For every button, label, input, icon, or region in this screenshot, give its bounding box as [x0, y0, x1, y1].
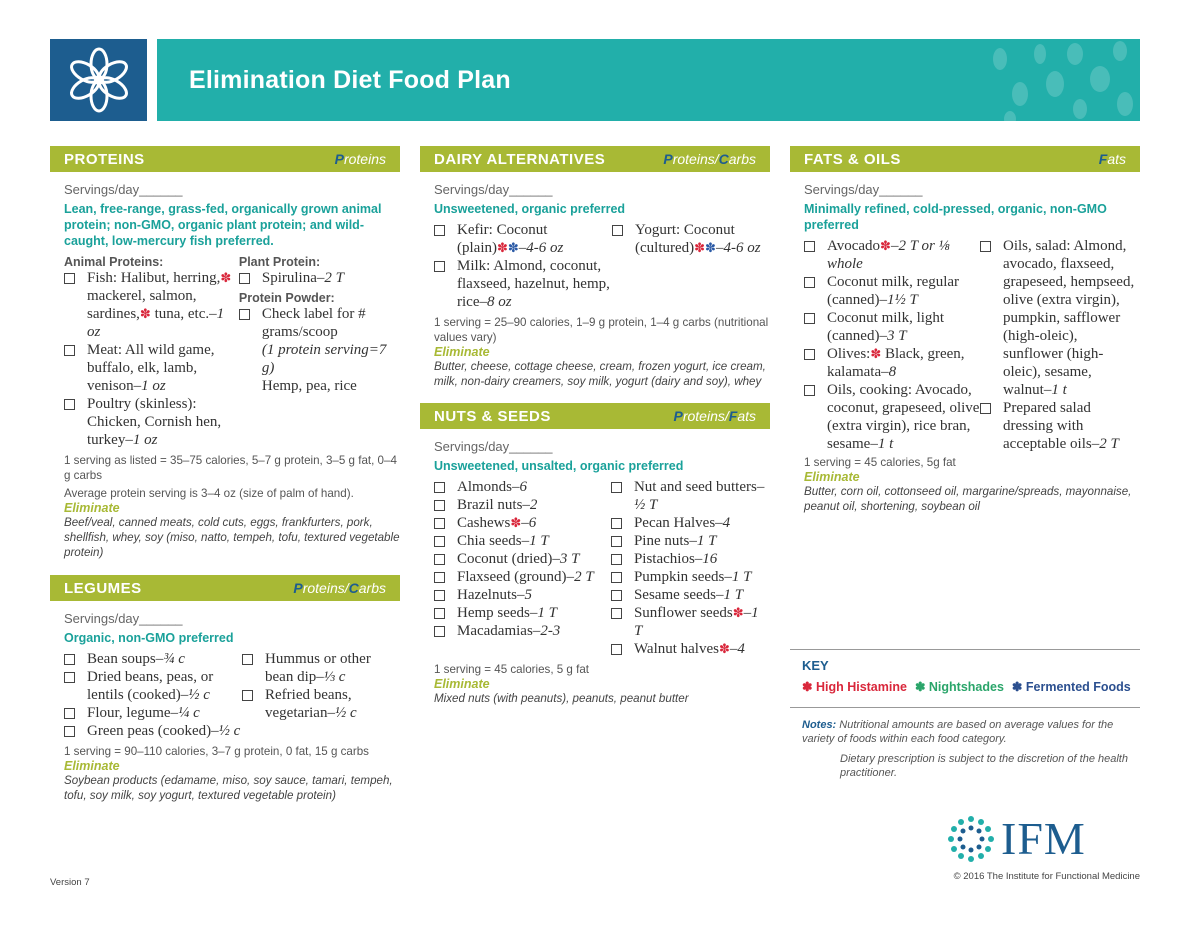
list-item[interactable]: Green peas (cooked)–½ c [64, 722, 242, 740]
checkbox[interactable] [434, 225, 445, 236]
servings-line: Servings/day______ [434, 439, 553, 454]
list-item[interactable]: Refried beans, vegetarian–½ c [242, 686, 392, 722]
list-item[interactable]: Meat: All wild game, buffalo, elk, lamb, venison–1 oz [64, 341, 235, 395]
subheading: Plant Protein: [238, 255, 321, 269]
list-item[interactable]: Sesame seeds–1 T [611, 586, 770, 604]
eliminate-heading: Eliminate [804, 470, 860, 484]
checkbox[interactable] [804, 349, 815, 360]
eliminate-text: Beef/veal, canned meats, cold cuts, eggs, frankfurters, pork, shellfish, whey, soy (miso, natto, tempeh, tofu, textured vegetable protein) [64, 516, 400, 559]
fats-header [790, 146, 1140, 172]
histamine-icon: ✽ [732, 605, 744, 620]
section-title: FATS & OILS [804, 150, 901, 168]
logo [50, 39, 147, 121]
list-item[interactable]: Yogurt: Coconut (cultured)✽✽–4-6 oz [612, 221, 762, 257]
histamine-legend: ✽ High Histamine [802, 680, 907, 694]
list-item[interactable]: Coconut milk, light (canned)–3 T [804, 309, 980, 345]
servings-line: Servings/day______ [64, 611, 183, 626]
checkbox[interactable] [434, 261, 445, 272]
histamine-icon: ✽ [718, 641, 730, 656]
key-legend [802, 658, 1131, 694]
list-item[interactable]: Hummus or other bean dip–⅓ c [242, 650, 392, 686]
serving-note: 1 serving = 25–90 calories, 1–9 g protein, 1–4 g carbs (nutritional values vary) [434, 316, 769, 344]
servings-line: Servings/day______ [64, 182, 183, 197]
checkbox[interactable] [980, 241, 991, 252]
dairy-header [420, 146, 770, 172]
checkbox[interactable] [434, 536, 445, 547]
section-title: PROTEINS [64, 150, 145, 168]
list-item[interactable]: Walnut halves✽–4 [611, 640, 770, 658]
plant-proteins [239, 255, 400, 449]
nightshade-legend: ✽ Nightshades [914, 680, 1004, 694]
fats-left [804, 237, 980, 453]
section-title: LEGUMES [64, 579, 142, 597]
checkbox[interactable] [64, 672, 75, 683]
checkbox[interactable] [611, 608, 622, 619]
checkbox[interactable] [64, 399, 75, 410]
eliminate-text: Butter, corn oil, cottonseed oil, margarine/spreads, mayonnaise, peanut oil, shortening, soybean oil [804, 485, 1132, 513]
serving-note: 1 serving = 90–110 calories, 3–7 g protein, 0 fat, 15 g carbs [64, 745, 369, 758]
checkbox[interactable] [242, 654, 253, 665]
nuts-header [420, 403, 770, 429]
list-item[interactable]: Cashews✽–6 [434, 514, 611, 532]
checkbox[interactable] [804, 277, 815, 288]
checkbox[interactable] [64, 708, 75, 719]
eliminate-heading: Eliminate [64, 759, 120, 773]
checkbox[interactable] [434, 608, 445, 619]
list-item[interactable]: Nut and seed butters–½ T [611, 478, 770, 514]
preferred-note: Minimally refined, cold-pressed, organic, non-GMO preferred [804, 202, 1107, 232]
checkbox[interactable] [611, 572, 622, 583]
checkbox[interactable] [434, 482, 445, 493]
preferred-note: Unsweetened, unsalted, organic preferred [434, 459, 684, 473]
divider [790, 707, 1140, 708]
fermented-icon: ✽ [705, 240, 716, 255]
brand-name: IFM [1001, 813, 1086, 864]
column-1 [50, 146, 400, 803]
histamine-icon: ✽ [139, 306, 151, 321]
animal-proteins [64, 255, 235, 449]
list-item[interactable]: Avocado✽–2 T or ⅛ whole [804, 237, 980, 273]
list-item[interactable]: Chia seeds–1 T [434, 532, 611, 550]
checkbox[interactable] [434, 500, 445, 511]
checkbox[interactable] [612, 225, 623, 236]
checkbox[interactable] [239, 309, 250, 320]
list-item[interactable]: Oils, salad: Almond, avocado, flaxseed, grapeseed, hempseed, olive (extra virgin), pumpkin, safflower (high-oleic), sunflower (high-oleic), sesame, walnut–1 t [980, 237, 1136, 399]
list-item[interactable]: Check label for # grams/scoop (1 protein serving=7 g) Hemp, pea, rice [239, 305, 400, 395]
list-item[interactable]: Macadamias–2-3 [434, 622, 611, 640]
checkbox[interactable] [434, 626, 445, 637]
flower-icon [64, 45, 134, 115]
column-3 [790, 146, 1140, 514]
list-item[interactable]: Sunflower seeds✽–1 T [611, 604, 770, 640]
list-item[interactable]: Spirulina–2 T [239, 269, 400, 287]
list-item[interactable]: Pistachios–16 [611, 550, 770, 568]
checkbox[interactable] [804, 385, 815, 396]
checkbox[interactable] [434, 590, 445, 601]
serving-note: 1 serving = 45 calories, 5g fat [804, 456, 956, 469]
divider [790, 649, 1140, 650]
column-2 [420, 146, 770, 706]
ifm-logo [945, 812, 1086, 865]
checkbox[interactable] [611, 644, 622, 655]
notes-line2: Dietary prescription is subject to the discretion of the health practitioner. [840, 753, 1128, 779]
checkbox[interactable] [980, 403, 991, 414]
checkbox[interactable] [434, 518, 445, 529]
checkbox[interactable] [434, 554, 445, 565]
list-item[interactable]: Milk: Almond, coconut, flaxseed, hazelnut, hemp, rice–8 oz [434, 257, 612, 311]
preferred-note: Unsweetened, organic preferred [434, 202, 626, 216]
eliminate-text: Butter, cheese, cottage cheese, cream, frozen yogurt, ice cream, milk, non-dairy creamers, soy milk, yogurt (dairy and soy), whey [434, 360, 766, 388]
subheading: Animal Proteins: [64, 255, 164, 269]
eliminate-heading: Eliminate [64, 501, 120, 515]
dairy-right [612, 221, 762, 311]
fermented-legend: ✽ Fermented Foods [1011, 680, 1131, 694]
checkbox[interactable] [804, 241, 815, 252]
list-item[interactable]: Poultry (skinless): Chicken, Cornish hen, turkey–1 oz [64, 395, 235, 449]
proteins-header [50, 146, 400, 172]
checkbox[interactable] [239, 273, 250, 284]
servings-line: Servings/day______ [434, 182, 553, 197]
checkbox[interactable] [64, 345, 75, 356]
title-bar [157, 39, 1140, 121]
ifm-swirl-icon [945, 813, 997, 865]
list-item[interactable]: Dried beans, peas, or lentils (cooked)–½ c [64, 668, 242, 704]
serving-note: 1 serving as listed = 35–75 calories, 5–7 g protein, 3–5 g fat, 0–4 g carbs [64, 454, 397, 482]
checkbox[interactable] [64, 273, 75, 284]
preferred-note: Organic, non-GMO preferred [64, 631, 234, 645]
list-item[interactable]: Kefir: Coconut (plain)✽✽–4-6 oz [434, 221, 612, 257]
checkbox[interactable] [804, 313, 815, 324]
servings-line: Servings/day______ [804, 182, 923, 197]
histamine-icon: ✽ [220, 270, 232, 285]
list-item[interactable]: Coconut milk, regular (canned)–1½ T [804, 273, 980, 309]
list-item[interactable]: Bean soups–¾ c [64, 650, 242, 668]
eliminate-text: Mixed nuts (with peanuts), peanuts, peanut butter [434, 692, 689, 705]
checkbox[interactable] [242, 690, 253, 701]
version: Version 7 [50, 877, 90, 888]
histamine-icon: ✽ [496, 240, 508, 255]
list-item[interactable]: Hazelnuts–5 [434, 586, 611, 604]
key-title: KEY [802, 658, 829, 673]
histamine-icon: ✽ [880, 238, 891, 253]
section-title: DAIRY ALTERNATIVES [434, 150, 606, 168]
page-title: Elimination Diet Food Plan [189, 65, 511, 94]
eliminate-text: Soybean products (edamame, miso, soy sauce, tamari, tempeh, tofu, soy milk, soy yogurt, textured vegetable protein) [64, 774, 393, 802]
list-item[interactable]: Brazil nuts–2 [434, 496, 611, 514]
fats-right [980, 237, 1136, 453]
legumes-header [50, 575, 400, 601]
decorative-dots [980, 39, 1140, 121]
list-item[interactable]: Oils, cooking: Avocado, coconut, grapeseed, olive (extra virgin), rice bran, sesame–1 t [804, 381, 980, 453]
checkbox[interactable] [64, 654, 75, 665]
subheading: Protein Powder: [238, 291, 335, 305]
histamine-icon: ✽ [870, 346, 882, 361]
nuts-left [434, 478, 611, 658]
legumes-left [64, 650, 242, 740]
list-item[interactable]: Hemp seeds–1 T [434, 604, 611, 622]
checkbox[interactable] [64, 726, 75, 737]
notes: Notes: Nutritional amounts are based on average values for the variety of foods within each food category. Dietary prescription is subject to the discretion of the health practitioner. [802, 718, 1132, 780]
list-item[interactable]: Coconut (dried)–3 T [434, 550, 611, 568]
section-tag: Proteins/Carbs [663, 151, 756, 167]
checkbox[interactable] [611, 590, 622, 601]
avg-note: Average protein serving is 3–4 oz (size of palm of hand). [64, 487, 354, 500]
list-item[interactable]: Flaxseed (ground)–2 T [434, 568, 611, 586]
histamine-icon: ✽ [510, 515, 522, 530]
list-item[interactable]: Pecan Halves–4 [611, 514, 770, 532]
section-tag: Proteins/Carbs [293, 580, 386, 596]
list-item[interactable]: Flour, legume–¼ c [64, 704, 242, 722]
list-item[interactable]: Pumpkin seeds–1 T [611, 568, 770, 586]
checkbox[interactable] [611, 518, 622, 529]
checkbox[interactable] [611, 536, 622, 547]
eliminate-heading: Eliminate [434, 677, 490, 691]
copyright: © 2016 The Institute for Functional Medicine [953, 871, 1140, 882]
list-item[interactable]: Olives:✽ Black, green, kalamata–8 [804, 345, 980, 381]
list-item[interactable]: Prepared salad dressing with acceptable oils–2 T [980, 399, 1136, 453]
page-header [50, 39, 1140, 121]
dairy-left [434, 221, 612, 311]
section-tag: Fats [1098, 151, 1126, 167]
fermented-icon: ✽ [507, 240, 519, 255]
preferred-note: Lean, free-range, grass-fed, organically grown animal protein; non-GMO, organic plant protein; and wild-caught, low-mercury fish preferred. [64, 202, 382, 248]
eliminate-heading: Eliminate [434, 345, 490, 359]
legumes-right [242, 650, 392, 740]
section-tag: Proteins [334, 151, 386, 167]
list-item[interactable]: Almonds–6 [434, 478, 611, 496]
section-tag: Proteins/Fats [673, 408, 756, 424]
list-item[interactable]: Pine nuts–1 T [611, 532, 770, 550]
nuts-right [611, 478, 770, 658]
list-item[interactable]: Fish: Halibut, herring,✽ mackerel, salmon, sardines,✽ tuna, etc.–1 oz [64, 269, 235, 341]
checkbox[interactable] [611, 554, 622, 565]
section-title: NUTS & SEEDS [434, 407, 551, 425]
histamine-icon: ✽ [694, 240, 706, 255]
serving-note: 1 serving = 45 calories, 5 g fat [434, 663, 589, 676]
checkbox[interactable] [434, 572, 445, 583]
checkbox[interactable] [611, 482, 622, 493]
